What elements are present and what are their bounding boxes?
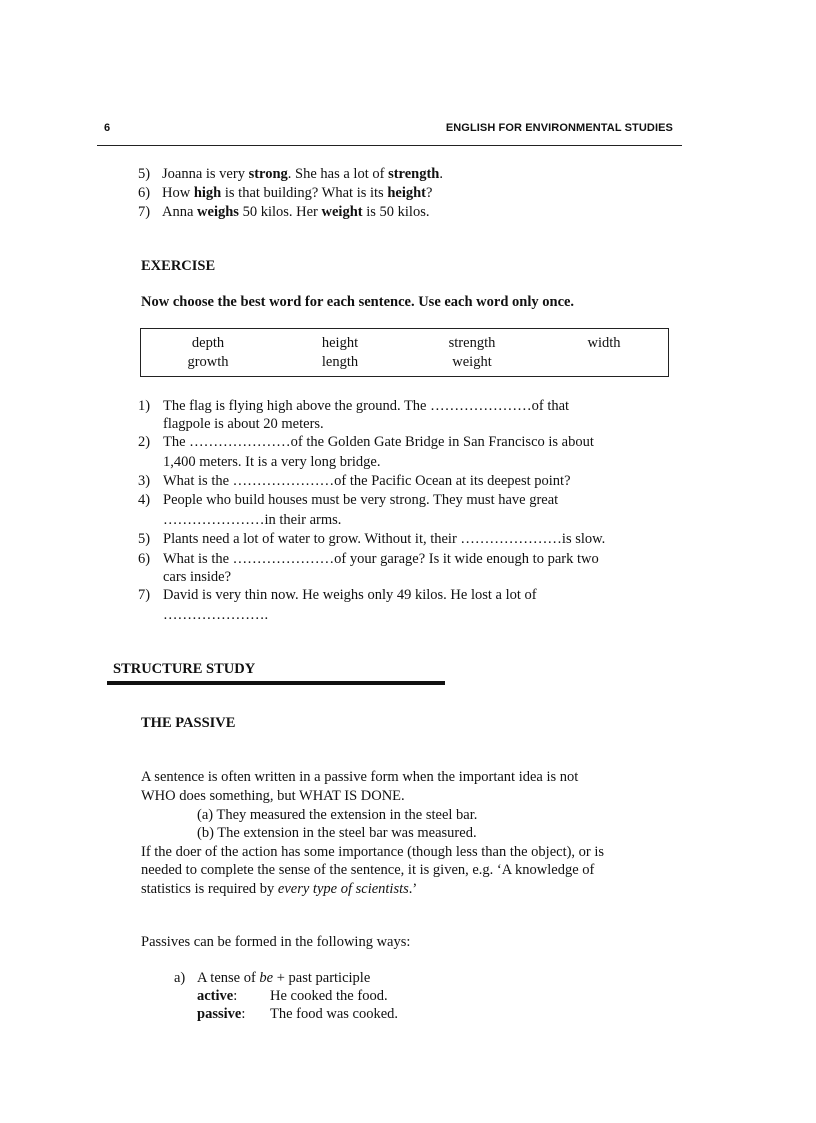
- question-number: 7): [138, 587, 151, 603]
- paragraph-line: A sentence is often written in a passive form when the important idea is not: [141, 769, 579, 785]
- word-box-item: growth: [187, 354, 229, 370]
- word-box-item: strength: [448, 335, 496, 351]
- question-text: What is the …………………of the Pacific Ocean at its deepest point?: [163, 473, 571, 489]
- paragraph-line: statistics is required by every type of scientists.’: [141, 881, 418, 897]
- question-text: Plants need a lot of water to grow. Without it, their …………………is slow.: [163, 531, 606, 547]
- running-header-title: ENGLISH FOR ENVIRONMENTAL STUDIES: [445, 122, 673, 134]
- section-title: STRUCTURE STUDY: [113, 661, 256, 677]
- word-box-item: height: [321, 335, 359, 351]
- paragraph-line: WHO does something, but WHAT IS DONE.: [141, 788, 405, 804]
- question-number: 5): [138, 531, 151, 547]
- page-number: 6: [104, 122, 111, 134]
- paragraph-line: needed to complete the sense of the sentence, it is given, e.g. ‘A knowledge of: [141, 862, 595, 878]
- passive-example: (b) The extension in the steel bar was measured.: [197, 825, 477, 841]
- passive-example-text: The food was cooked.: [270, 1006, 399, 1022]
- word-box: [140, 328, 669, 377]
- item-text: A tense of be + past participle: [197, 970, 371, 986]
- section-title-rule: [107, 681, 445, 685]
- word-box-item: width: [587, 335, 621, 351]
- question-text: …………………in their arms.: [163, 512, 342, 528]
- question-text: The flag is flying high above the ground. The …………………of that: [163, 398, 570, 414]
- question-number: 2): [138, 434, 151, 450]
- question-text: 1,400 meters. It is a very long bridge.: [163, 454, 381, 470]
- passive-example-label: passive:: [197, 1006, 246, 1022]
- header-rule: [97, 145, 682, 146]
- example-number: 5): [138, 166, 151, 182]
- passives-intro: Passives can be formed in the following ways:: [141, 934, 411, 950]
- question-text: David is very thin now. He weighs only 49 kilos. He lost a lot of: [163, 587, 537, 603]
- active-example-text: He cooked the food.: [270, 988, 388, 1004]
- word-box-item: depth: [191, 335, 225, 351]
- subheading: THE PASSIVE: [141, 715, 236, 731]
- question-number: 1): [138, 398, 151, 414]
- question-text: What is the …………………of your garage? Is it wide enough to park two: [163, 551, 599, 567]
- question-text: flagpole is about 20 meters.: [163, 416, 324, 432]
- word-box-item: weight: [452, 354, 492, 370]
- question-number: 4): [138, 492, 151, 508]
- question-number: 3): [138, 473, 151, 489]
- example-number: 7): [138, 204, 151, 220]
- question-text: The …………………of the Golden Gate Bridge in San Francisco is about: [163, 434, 594, 450]
- example-sentence: Anna weighs 50 kilos. Her weight is 50 kilos.: [162, 204, 430, 220]
- exercise-instruction: Now choose the best word for each sentence. Use each word only once.: [141, 294, 575, 310]
- question-text: People who build houses must be very strong. They must have great: [163, 492, 559, 508]
- example-sentence: How high is that building? What is its height?: [162, 185, 433, 201]
- item-label: a): [174, 970, 186, 986]
- passive-example: (a) They measured the extension in the steel bar.: [197, 807, 478, 823]
- paragraph-line: If the doer of the action has some importance (though less than the object), or is: [141, 844, 605, 860]
- example-sentence: Joanna is very strong. She has a lot of strength.: [162, 166, 443, 182]
- example-number: 6): [138, 185, 151, 201]
- exercise-heading: EXERCISE: [141, 258, 216, 274]
- word-box-item: length: [321, 354, 359, 370]
- active-example: active:: [197, 988, 238, 1004]
- question-text: cars inside?: [163, 569, 232, 585]
- question-number: 6): [138, 551, 151, 567]
- question-text: ………………….: [163, 607, 269, 623]
